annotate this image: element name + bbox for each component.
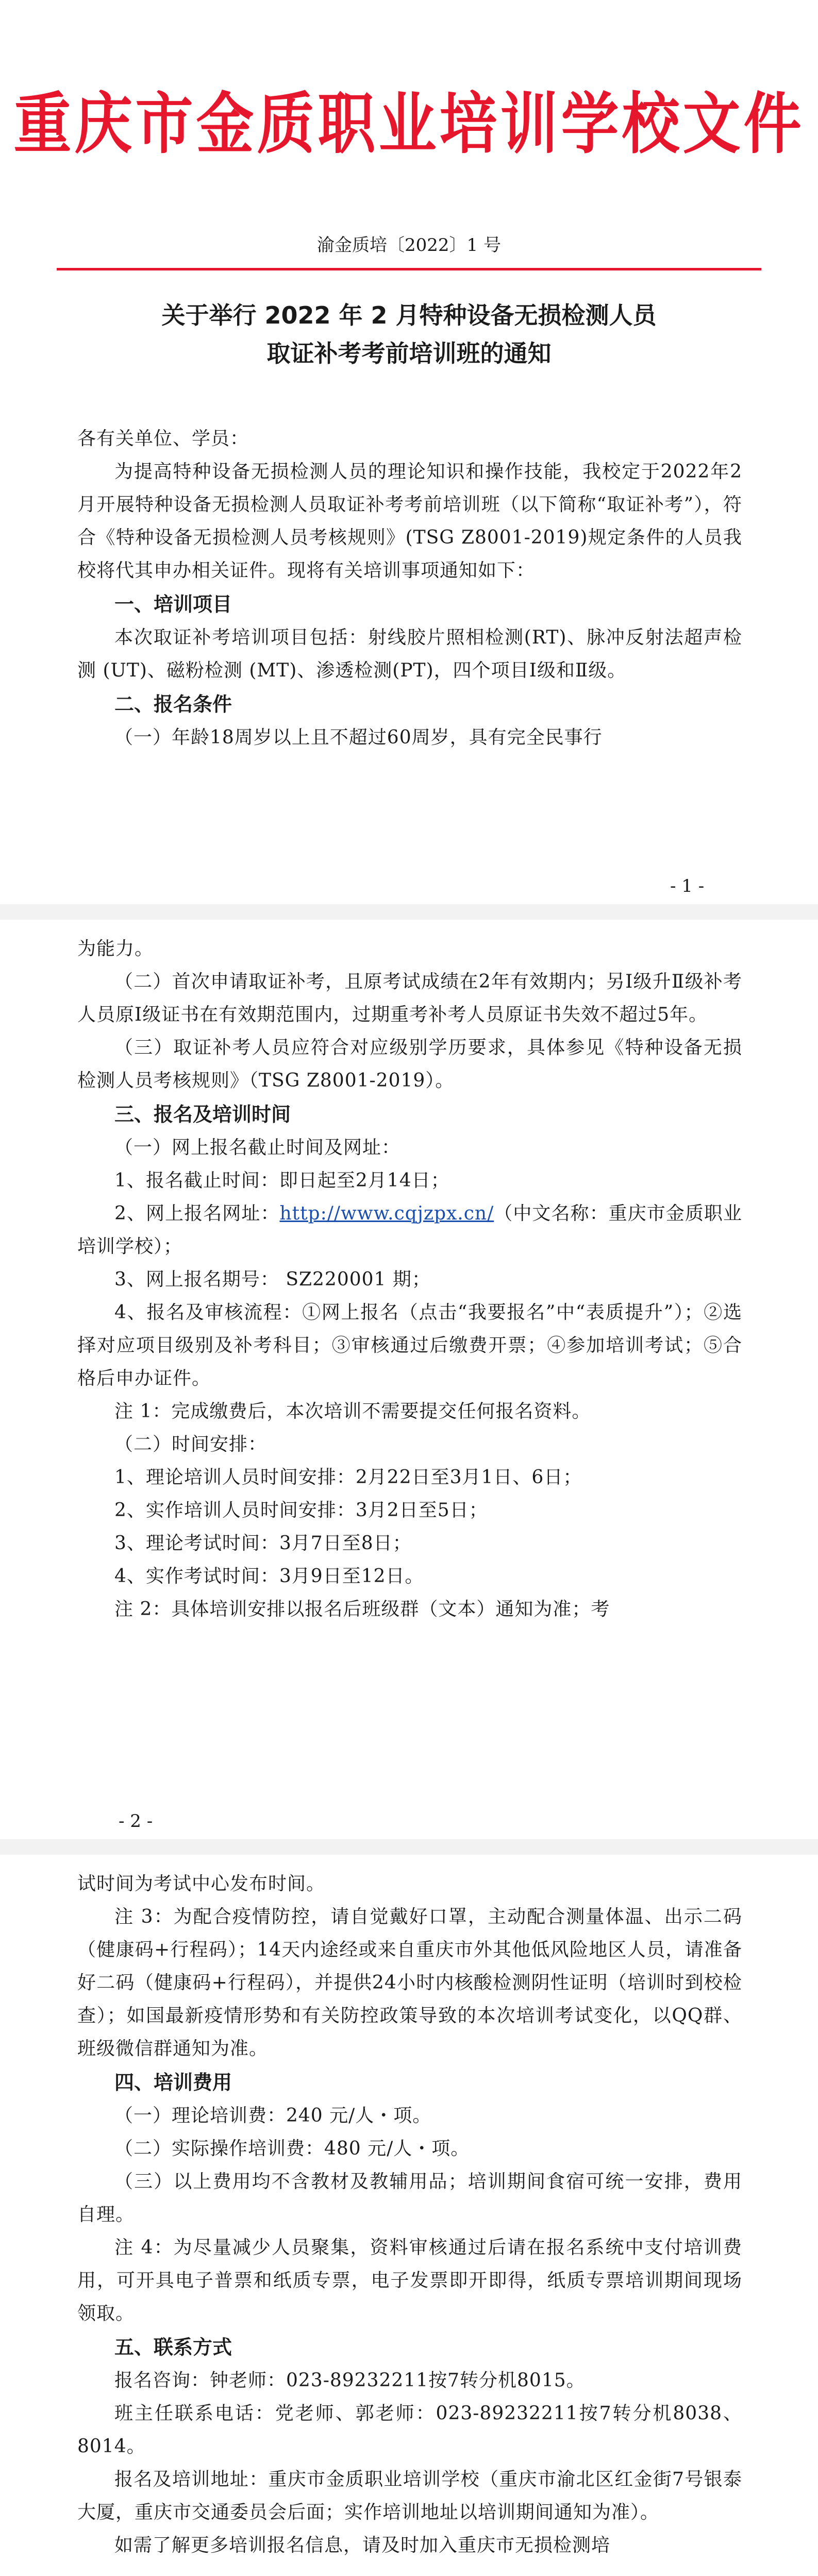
url-suffix: （中文名称：重庆市金质职业培训学校）； xyxy=(77,1203,742,1257)
fee-theory: （一）理论培训费：240 元/人・项。 xyxy=(114,2105,432,2126)
page-1-body xyxy=(77,422,742,754)
condition-1-part-a: （一）年龄18周岁以上且不超过60周岁，具有完全民事行 xyxy=(114,727,603,748)
note-4: 注 4：为尽量减少人员聚集，资料审核通过后请在报名系统中支付培训费用，可开具电子普票和纸质专票，电子发票即开即得，纸质专票培训期间现场领取。 xyxy=(77,2237,742,2324)
section-4-heading: 四、培训费用 xyxy=(114,2071,232,2094)
condition-1-part-b: 为能力。 xyxy=(77,938,154,959)
page-2-body xyxy=(77,933,742,1626)
document-number: 渝金质培〔2022〕1 号 xyxy=(317,235,501,256)
red-divider-line xyxy=(57,268,761,270)
page-number-1: - 1 - xyxy=(670,876,705,896)
contact-address: 报名及培训地址：重庆市金质职业培训学校（重庆市渝北区红金街7号银泰大厦，重庆市交通委员会后面；实作培训地址以培训期间通知为准）。 xyxy=(77,2469,742,2523)
registration-process: 4、报名及审核流程：①网上报名（点击“我要报名”中“表质提升”）；②选择对应项目级别及补考科目；③审核通过后缴费开票；④参加培训考试；⑤合格后申办证件。 xyxy=(77,1302,742,1389)
fee-note-materials: （三）以上费用均不含教材及教辅用品；培训期间食宿可统一安排，费用自理。 xyxy=(77,2171,742,2225)
intro-paragraph: 为提高特种设备无损检测人员的理论知识和操作技能，我校定于2022年2月开展特种设备无损检测人员取证补考考前培训班（以下简称“取证补考”），符合《特种设备无损检测人员考核规则》(TSG Z8001-2019)规定条件的人员我校将代其申办相关证件。现将有关培训事项通知如下： xyxy=(77,461,742,581)
title-line-2: 取证补考考前培训班的通知 xyxy=(266,340,552,367)
document-masthead: 重庆市金质职业培训学校文件 xyxy=(13,86,805,163)
page-3-body xyxy=(77,1868,742,2562)
schedule-practical-training: 2、实作培训人员时间安排：3月2日至5日； xyxy=(114,1500,488,1521)
registration-deadline: 1、报名截止时间：即日起至2月14日； xyxy=(114,1170,450,1191)
fee-practical: （二）实际操作培训费：480 元/人・项。 xyxy=(114,2138,470,2159)
condition-2: （二）首次申请取证补考，且原考试成绩在2年有效期内；另Ⅰ级升Ⅱ级补考人员原Ⅰ级证书在有效期范围内，过期重考补考人员原证书失效不超过5年。 xyxy=(77,971,742,1025)
contact-class-teachers: 班主任联系电话：党老师、郭老师：023-89232211按7转分机8038、8014。 xyxy=(77,2403,742,2457)
note-2-part-b: 试时间为考试中心发布时间。 xyxy=(77,1873,326,1894)
url-prefix: 2、网上报名网址： xyxy=(114,1203,280,1224)
schedule-practical-exam: 4、实作考试时间：3月9日至12日。 xyxy=(114,1566,424,1587)
schedule-theory-exam: 3、理论考试时间：3月7日至8日； xyxy=(114,1533,412,1554)
contact-registration: 报名咨询：钟老师：023-89232211按7转分机8015。 xyxy=(114,2370,586,2391)
condition-3: （三）取证补考人员应符合对应级别学历要求，具体参见《特种设备无损检测人员考核规则》（TSG Z8001-2019）。 xyxy=(77,1037,742,1091)
page-number-2: - 2 - xyxy=(119,1811,153,1832)
section-3-heading: 三、报名及培训时间 xyxy=(114,1103,291,1126)
document-title xyxy=(0,296,818,372)
section-1-body: 本次取证补考培训项目包括：射线胶片照相检测(RT)、脉冲反射法超声检测 (UT)、磁粉检测 (MT)、渗透检测(PT)，四个项目Ⅰ级和Ⅱ级。 xyxy=(77,627,742,681)
section-5-heading: 五、联系方式 xyxy=(114,2336,232,2359)
sub-heading-registration: （一）网上报名截止时间及网址： xyxy=(114,1137,401,1158)
registration-period: 3、网上报名期号： SZ220001 期； xyxy=(114,1269,431,1290)
note-2-part-a: 注 2：具体培训安排以报名后班级群（文本）通知为准；考 xyxy=(114,1599,610,1620)
addressee: 各有关单位、学员： xyxy=(77,428,249,449)
title-line-1: 关于举行 2022 年 2 月特种设备无损检测人员 xyxy=(161,301,657,329)
page-separator xyxy=(0,904,818,920)
schedule-theory-training: 1、理论培训人员时间安排：2月22日至3月1日、6日； xyxy=(114,1467,582,1488)
section-1-heading: 一、培训项目 xyxy=(114,593,232,616)
section-2-heading: 二、报名条件 xyxy=(114,693,232,716)
sub-heading-schedule: （二）时间安排： xyxy=(114,1434,268,1455)
note-1: 注 1：完成缴费后，本次培训不需要提交任何报名资料。 xyxy=(114,1401,591,1422)
qq-group-part-a: 如需了解更多培训报名信息，请及时加入重庆市无损检测培 xyxy=(114,2535,611,2556)
registration-url-line xyxy=(77,1197,742,1263)
note-3: 注 3：为配合疫情防控，请自觉戴好口罩，主动配合测量体温、出示二码（健康码+行程码）；14天内途经或来自重庆市外其他低风险地区人员，请准备好二码（健康码+行程码），并提供24小时内核酸检测阴性证明（培训时到校检查）；如国最新疫情形势和有关防控政策导致的本次培训考试变化，以QQ群、班级微信群通知为准。 xyxy=(77,1906,742,2059)
page-separator xyxy=(0,1839,818,1855)
registration-link[interactable]: http://www.cqjzpx.cn/ xyxy=(279,1203,494,1224)
